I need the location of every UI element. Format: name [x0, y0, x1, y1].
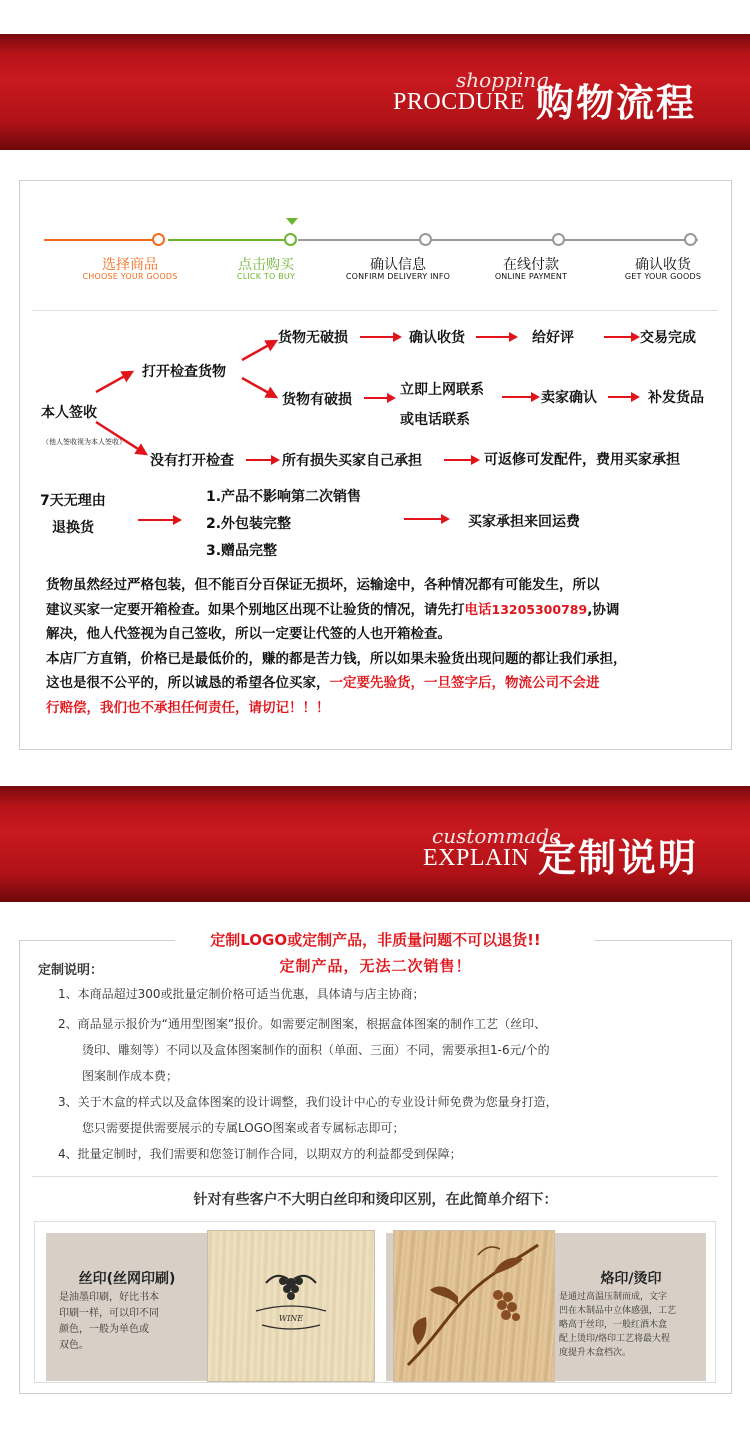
flow-cond2: 2.外包装完整 [206, 516, 292, 532]
warning-2: 定制产品，无法二次销售！ [279, 957, 472, 975]
flow-contact2: 或电话联系 [400, 412, 470, 428]
flow-done: 交易完成 [640, 330, 696, 346]
arrow-icon [604, 336, 638, 338]
silk-desc: 是油墨印刷，好比书本 印刷一样，可以印不同 颜色，一般为单色或 双色。 [59, 1292, 159, 1351]
custom-item-2a: 2、商品显示报价为“通用型图案”报价。如需要定制图案，根据盒体图案的制作工艺（丝印、 [58, 1017, 547, 1031]
notice-line: 行赔偿，我们也不承担任何责任，请切记！！！ [46, 699, 330, 716]
flow-cond3: 3.赠品完整 [206, 543, 278, 559]
flow-open: 打开检查货物 [142, 364, 226, 380]
banner-title: 定制说明 [538, 835, 699, 880]
step-label-confirm-info: 确认信息 [370, 257, 426, 273]
step-label-payment: 在线付款 [503, 257, 559, 273]
hot-title: 烙印/烫印 [600, 1271, 662, 1287]
notice-line: 这也是很不公平的，所以诚恳的希望各位买家，一定要先验货，一旦签字后，物流公司不会进 [46, 675, 600, 691]
notice-line: 本店厂方直销，价格已是最低价的，赚的都是苦力钱，所以如果未验货出现问题的都让我们承担， [46, 650, 627, 667]
custom-item-4: 4、批量定制时，我们需要和您签订制作合同，以期双方的利益都受到保障； [58, 1147, 462, 1161]
flow-loss: 所有损失买家自己承担 [282, 453, 422, 469]
grape-logo-icon [246, 1267, 336, 1339]
arrow-icon [364, 397, 394, 399]
arrow-icon [502, 396, 538, 398]
notice-paragraph [46, 573, 726, 720]
flow-arrows-diagonal [20, 181, 731, 581]
step-sub-confirm-info: CONFIRM DELIVERY INFO [345, 272, 451, 281]
phone-number: 13205300789 [491, 601, 588, 617]
custom-item-3b: 您只需要提供需要展示的专属LOGO图案或者专属标志即可； [82, 1121, 405, 1135]
step-label-receive: 确认收货 [635, 257, 691, 273]
hot-stamp-sample-image [393, 1230, 555, 1382]
arrow-icon [246, 459, 278, 461]
flow-intact: 货物无破损 [278, 330, 348, 346]
arrow-icon [404, 518, 448, 520]
step-sub-payment: ONLINE PAYMENT [494, 272, 568, 281]
arrow-icon [608, 396, 638, 398]
custom-item-2b: 烫印、雕刻等）不同以及盒体图案制作的面积（单面、三面）不同，需要承担1-6元/个的 [82, 1043, 550, 1057]
custom-panel [19, 931, 732, 1394]
divider [32, 1176, 718, 1177]
hot-stamp-card [386, 1233, 706, 1381]
notice-line: 建议买家一定要开箱检查。如果个别地区出现不让验货的情况，请先打电话13205300789,协调 [46, 601, 620, 618]
banner-script-text: custommade [432, 824, 561, 848]
procedure-panel [19, 180, 732, 750]
step-sub-receive: GET YOUR GOODS [624, 272, 702, 281]
flow-broken: 货物有破损 [282, 392, 352, 408]
flow-praise: 给好评 [532, 330, 574, 346]
silk-title: 丝印(丝网印刷) [78, 1271, 176, 1287]
banner-caps-text: EXPLAIN [423, 845, 530, 871]
flow-contact1: 立即上网联系 [400, 382, 484, 398]
arrow-icon [476, 336, 516, 338]
notice-line: 解决，他人代签视为自己签收，所以一定要让代签的人也开箱检查。 [46, 626, 451, 642]
flow-return1: 7天无理由 [40, 493, 106, 509]
flow-sign: 本人签收 [41, 405, 97, 421]
banner-script-text: shopping [456, 68, 549, 92]
banner-caps-text: PROCDURE [393, 89, 526, 115]
step-sub-buy: CLICK TO BUY [236, 272, 296, 281]
flow-seller-confirm: 卖家确认 [541, 390, 597, 406]
step-label-buy: 点击购买 [238, 257, 294, 273]
procedure-banner [0, 34, 750, 150]
explain-banner [0, 786, 750, 902]
flow-cond1: 1.产品不影响第二次销售 [206, 489, 362, 505]
flow-not-open: 没有打开检查 [150, 453, 234, 469]
hot-desc: 是通过高温压制而成，文字 凹在木制品中立体感强，工艺 略高于丝印，一般红酒木盒 配上烫印/烙印工艺将最大程 度提升木盒档次。 [559, 1292, 677, 1358]
silk-logo-text: WINE [278, 1314, 304, 1323]
custom-title: 定制说明： [38, 963, 104, 978]
banner-title: 购物流程 [536, 80, 697, 125]
flow-sign-note: （他人签收视为本人签收） [42, 438, 126, 446]
flow-confirm: 确认收货 [409, 330, 465, 346]
intro-text: 针对有些客户不大明白丝印和烫印区别，在此简单介绍下： [193, 1192, 558, 1208]
custom-item-1: 1、本商品超过300或批量定制价格可适当优惠，具体请与店主协商； [58, 987, 425, 1001]
warning-1: 定制LOGO或定制产品，非质量问题不可以退货!! [210, 931, 541, 949]
notice-line: 货物虽然经过严格包装，但不能百分百保证无损坏，运输途中，各种情况都有可能发生，所以 [46, 577, 600, 593]
flow-resend: 补发货品 [648, 390, 704, 406]
vine-engraving-icon [398, 1235, 548, 1375]
step-sub-choose: CHOOSE YOUR GOODS [82, 272, 178, 281]
silk-sample-image [207, 1230, 375, 1382]
arrow-icon [138, 519, 180, 521]
flow-repair: 可返修可发配件，费用买家承担 [484, 452, 680, 468]
arrow-icon [360, 336, 400, 338]
step-label-choose: 选择商品 [102, 257, 158, 273]
custom-item-3a: 3、关于木盒的样式以及盒体图案的设计调整，我们设计中心的专业设计师免费为您量身打造， [58, 1095, 558, 1109]
flow-freight: 买家承担来回运费 [468, 514, 580, 530]
flow-return2: 退换货 [52, 520, 94, 536]
silk-print-card [46, 1233, 374, 1381]
custom-item-2c: 图案制作成本费； [82, 1069, 179, 1083]
arrow-icon [444, 459, 478, 461]
